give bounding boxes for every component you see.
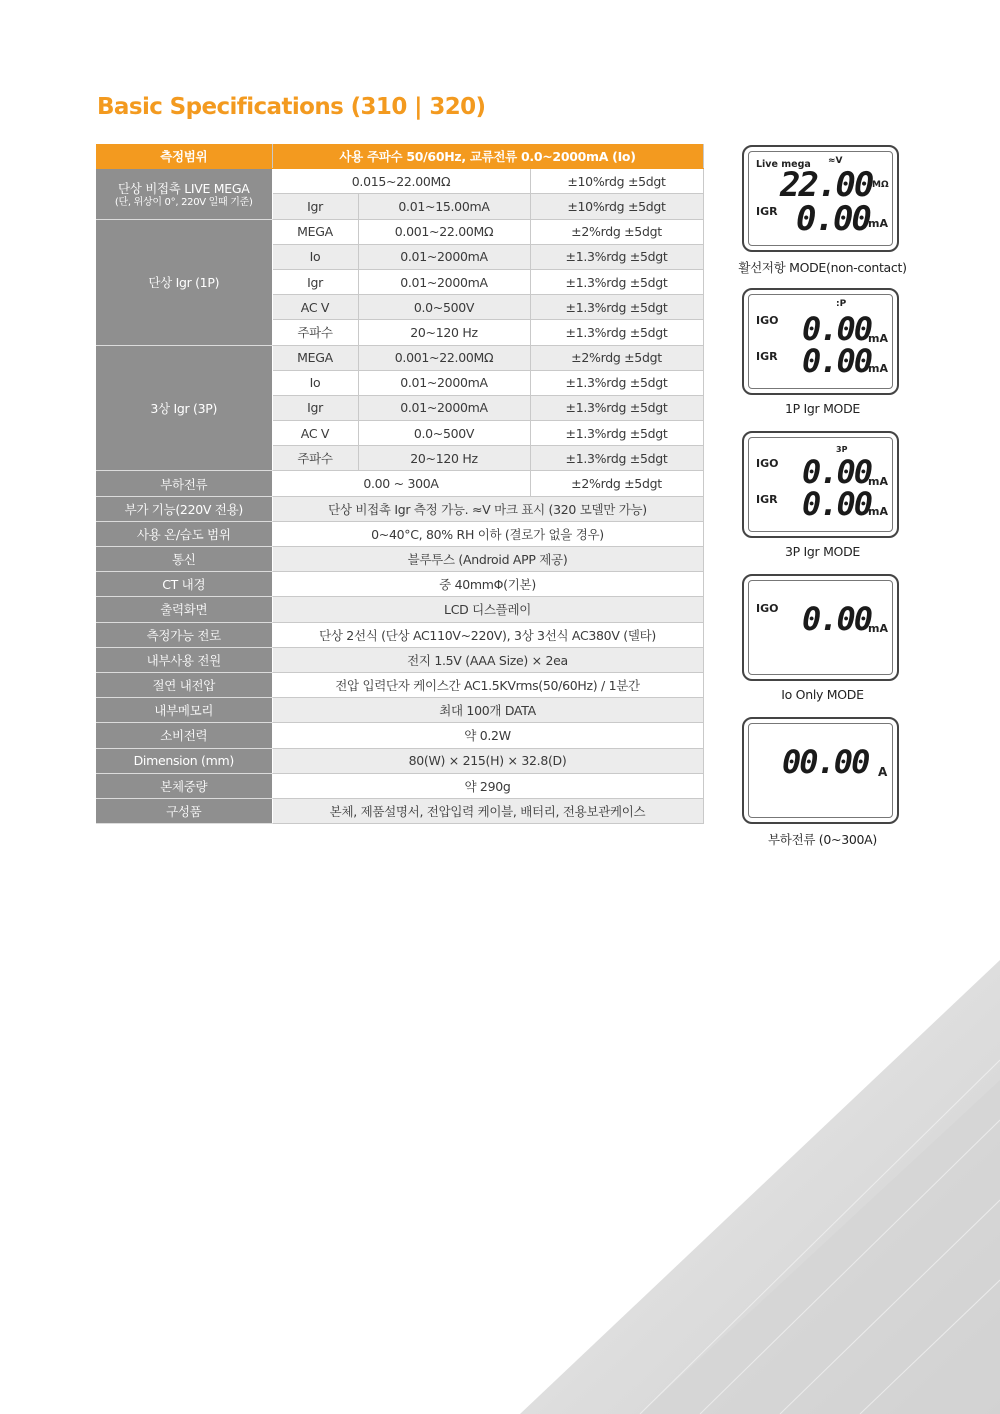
lcd-value: 0.00 — [802, 342, 872, 380]
table-row — [96, 547, 703, 572]
range-cell: 0.001~22.00MΩ — [358, 219, 530, 244]
lcd-label: IGR — [756, 350, 778, 363]
lcd-value: 0.00 — [802, 453, 872, 491]
value-cell: 블루투스 (Android APP 제공) — [272, 547, 703, 572]
table-row — [96, 647, 703, 672]
row-label: Dimension (mm) — [96, 748, 272, 773]
accuracy-cell: ±2%rdg ±5dgt — [530, 345, 703, 370]
value-cell: 최대 100개 DATA — [272, 698, 703, 723]
range-cell: 0.001~22.00MΩ — [358, 345, 530, 370]
row-label-main: 단상 비접촉 LIVE MEGA — [117, 180, 250, 196]
accuracy-cell: ±1.3%rdg ±5dgt — [530, 295, 703, 320]
spec-table — [96, 144, 704, 824]
lcd-unit: mA — [868, 332, 888, 345]
display-caption: 부하전류 (0~300A) — [768, 832, 877, 847]
mode-cell: Io — [272, 244, 358, 269]
row-label: 소비전력 — [96, 723, 272, 748]
mode-cell: AC V — [272, 421, 358, 446]
range-cell: 0.015~22.00MΩ — [272, 169, 530, 194]
range-cell: 0.00 ~ 300A — [272, 471, 530, 496]
accuracy-cell: ±1.3%rdg ±5dgt — [530, 370, 703, 395]
lcd-value: 0.00 — [802, 485, 872, 523]
table-row — [96, 219, 703, 244]
lcd-unit: mA — [868, 505, 888, 518]
row-label: 부하전류 — [96, 471, 272, 496]
table-row — [96, 521, 703, 546]
lcd-label: IGR — [756, 205, 778, 218]
lcd-value: 0.00 — [796, 199, 870, 239]
mode-cell: MEGA — [272, 345, 358, 370]
header-cell: 사용 주파수 50/60Hz, 교류전류 0.0~2000mA (Io) — [272, 144, 703, 169]
row-label: CT 내경 — [96, 572, 272, 597]
table-row — [96, 698, 703, 723]
range-cell: 0.01~2000mA — [358, 395, 530, 420]
row-label: 내부사용 전원 — [96, 647, 272, 672]
range-cell: 0.01~2000mA — [358, 244, 530, 269]
accuracy-cell: ±1.3%rdg ±5dgt — [530, 269, 703, 294]
value-cell: 전지 1.5V (AAA Size) × 2ea — [272, 647, 703, 672]
header-cell: 측정범위 — [96, 144, 272, 169]
range-cell: 0.01~2000mA — [358, 370, 530, 395]
table-row — [96, 345, 703, 370]
lcd-unit: mA — [868, 622, 888, 635]
accuracy-cell: ±1.3%rdg ±5dgt — [530, 421, 703, 446]
row-label — [96, 169, 272, 219]
value-cell: 단상 2선식 (단상 AC110V~220V), 3상 3선식 AC380V (델타) — [272, 622, 703, 647]
mode-cell: Igr — [272, 269, 358, 294]
lcd-unit: mA — [868, 475, 888, 488]
table-row — [96, 798, 703, 823]
value-cell: 80(W) × 215(H) × 32.8(D) — [272, 748, 703, 773]
value-cell: 본체, 제품설명서, 전압입력 케이블, 배터리, 전용보관케이스 — [272, 798, 703, 823]
lcd-value: 0.00 — [802, 310, 872, 348]
accuracy-cell: ±1.3%rdg ±5dgt — [530, 446, 703, 471]
table-row — [96, 723, 703, 748]
value-cell: 전압 입력단자 케이스간 AC1.5KVrms(50/60Hz) / 1분간 — [272, 672, 703, 697]
row-label: 통신 — [96, 547, 272, 572]
range-cell: 20~120 Hz — [358, 446, 530, 471]
row-label: 구성품 — [96, 798, 272, 823]
display-caption: Io Only MODE — [781, 687, 864, 702]
table-header-row — [96, 144, 703, 169]
range-cell: 0.01~15.00mA — [358, 194, 530, 219]
table-row — [96, 471, 703, 496]
accuracy-cell: ±1.3%rdg ±5dgt — [530, 395, 703, 420]
table-row — [96, 597, 703, 622]
row-label: 출력화면 — [96, 597, 272, 622]
value-cell: 약 0.2W — [272, 723, 703, 748]
value-cell: 단상 비접촉 Igr 측정 가능. ≈V 마크 표시 (320 모델만 가능) — [272, 496, 703, 521]
value-cell: 0~40°C, 80% RH 이하 (결로가 없을 경우) — [272, 521, 703, 546]
range-cell: 0.0~500V — [358, 421, 530, 446]
row-label: 단상 Igr (1P) — [96, 219, 272, 345]
value-cell: 중 40mmΦ(기본) — [272, 572, 703, 597]
accuracy-cell: ±1.3%rdg ±5dgt — [530, 320, 703, 345]
lcd-display-live-mega — [742, 145, 899, 252]
mode-cell: MEGA — [272, 219, 358, 244]
lcd-unit: MΩ — [872, 180, 889, 190]
lcd-label: IGO — [756, 602, 779, 615]
table-row — [96, 773, 703, 798]
range-cell: 0.01~2000mA — [358, 269, 530, 294]
phase-indicator: :P — [836, 299, 847, 309]
mode-cell: Igr — [272, 194, 358, 219]
value-cell: 약 290g — [272, 773, 703, 798]
table-row — [96, 748, 703, 773]
mode-cell: Igr — [272, 395, 358, 420]
lcd-label: IGO — [756, 314, 779, 327]
lcd-top-label: Live mega — [756, 159, 811, 170]
lcd-display-io-only — [742, 574, 899, 681]
accuracy-cell: ±2%rdg ±5dgt — [530, 471, 703, 496]
accuracy-cell: ±2%rdg ±5dgt — [530, 219, 703, 244]
row-label: 부가 기능(220V 전용) — [96, 496, 272, 521]
lcd-unit: mA — [868, 217, 888, 230]
mode-cell: 주파수 — [272, 446, 358, 471]
row-label: 사용 온/습도 범위 — [96, 521, 272, 546]
table-row — [96, 622, 703, 647]
lcd-value: 00.00 — [782, 743, 869, 781]
lcd-unit: mA — [868, 362, 888, 375]
accuracy-cell: ±1.3%rdg ±5dgt — [530, 244, 703, 269]
ac-voltage-icon: ≈V — [828, 156, 843, 166]
table-row — [96, 672, 703, 697]
accuracy-cell: ±10%rdg ±5dgt — [530, 194, 703, 219]
mode-cell: AC V — [272, 295, 358, 320]
accuracy-cell: ±10%rdg ±5dgt — [530, 169, 703, 194]
table-row — [96, 572, 703, 597]
lcd-value: 0.00 — [802, 600, 872, 638]
table-row — [96, 169, 703, 194]
table-row — [96, 496, 703, 521]
row-label: 절연 내전압 — [96, 672, 272, 697]
row-label: 본체중량 — [96, 773, 272, 798]
lcd-display-1p — [742, 288, 899, 395]
lcd-unit: A — [878, 765, 888, 779]
lcd-display-load-current — [742, 717, 899, 824]
phase-indicator: 3P — [836, 445, 848, 454]
range-cell: 0.0~500V — [358, 295, 530, 320]
display-caption: 활선저항 MODE(non-contact) — [738, 260, 907, 275]
row-label: 3상 Igr (3P) — [96, 345, 272, 471]
row-label: 내부메모리 — [96, 698, 272, 723]
row-label: 측정가능 전로 — [96, 622, 272, 647]
display-caption: 3P Igr MODE — [784, 544, 861, 559]
page-title: Basic Specifications (310 | 320) — [97, 94, 486, 120]
mode-cell: 주파수 — [272, 320, 358, 345]
lcd-value: 22.00 — [780, 165, 873, 205]
mode-cell: Io — [272, 370, 358, 395]
display-caption: 1P Igr MODE — [784, 401, 861, 416]
lcd-label: IGR — [756, 493, 778, 506]
lcd-display-3p — [742, 431, 899, 538]
lcd-label: IGO — [756, 457, 779, 470]
value-cell: LCD 디스플레이 — [272, 597, 703, 622]
range-cell: 20~120 Hz — [358, 320, 530, 345]
row-label-sub: (단, 위상이 0°, 220V 일때 기준) — [114, 196, 253, 208]
